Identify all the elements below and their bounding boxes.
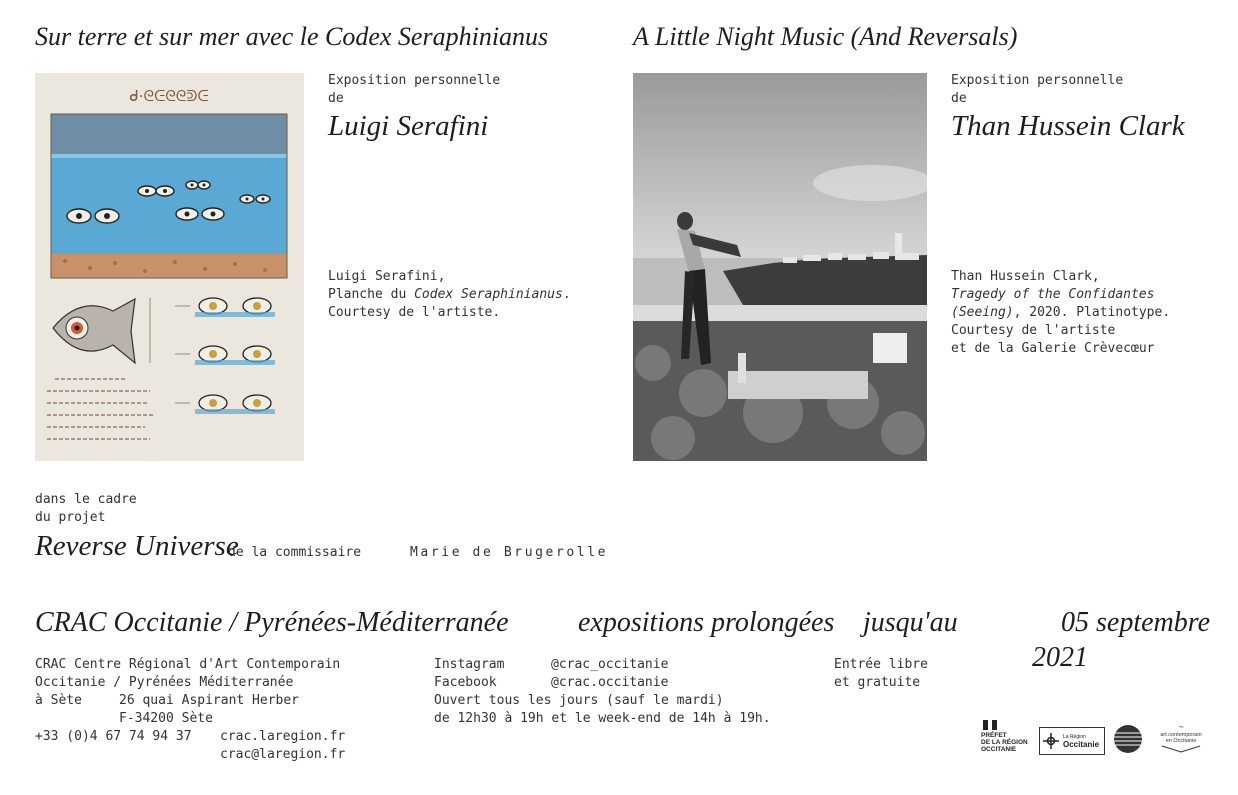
project-intro-line1: dans le cadre [35,492,137,507]
prolonged-label: expositions prolongées [578,607,835,638]
striped-circle-icon [1113,724,1143,754]
address-line2: Occitanie / Pyrénées Méditerranée [35,675,294,690]
opening-days: Ouvert tous les jours (sauf le mardi) [434,693,724,708]
platinotype-photograph [633,73,927,461]
region-occitanie-logo [1039,727,1105,755]
phone-number: +33 (0)4 67 74 94 37 [35,729,192,744]
codex-script-title: ᑯ·ᘓᕮᘓᘓᕲᕮ [129,87,209,105]
right-caption-line4: Courtesy de l'artiste [951,323,1116,338]
email-link[interactable]: crac@laregion.fr [220,747,346,762]
region-line1: La Région [1063,734,1086,740]
reseau-script-mark: ~ [1178,722,1184,732]
left-exhibition-title: Sur terre et sur mer avec le Codex Seraphinianus [35,22,549,51]
left-artist-name: Luigi Serafini [328,110,489,142]
project-name: Reverse Universe [35,530,239,562]
codex-plate-illustration [35,73,304,461]
right-caption-line1: Than Hussein Clark, [951,269,1100,284]
project-intro-line2: du projet [35,510,106,525]
address-city-prefix: à Sète [35,693,82,708]
entry-line1: Entrée libre [834,657,928,672]
left-caption-line3: Courtesy de l'artiste. [328,305,501,320]
prefet-line3: OCCITANIE [981,746,1017,753]
facebook-label: Facebook [434,675,497,690]
prefet-region-logo [981,720,1033,768]
prefet-line2: DE LA RÉGION [981,739,1028,746]
reseau-logo [1153,722,1209,762]
chevron-down-icon [1161,745,1201,753]
marianne-flag-icon [983,720,997,730]
codex-seraphinianus-artwork [35,73,304,461]
end-year: 2021 [1032,642,1088,673]
opening-hours: de 12h30 à 19h et le week-end de 14h à 19h. [434,711,771,726]
commissaire-label: de la commissaire [228,545,362,560]
instagram-handle[interactable]: @crac_occitanie [551,657,669,672]
facebook-handle[interactable]: @crac.occitanie [551,675,669,690]
right-exhibition-title: A Little Night Music (And Reversals) [633,22,1018,51]
left-expo-de: de [328,91,344,106]
end-date: 05 septembre [1061,607,1211,638]
circle-logo [1113,724,1143,754]
right-expo-de: de [951,91,967,106]
right-caption-line5: et de la Galerie Crèvecœur [951,341,1155,356]
prefet-line1: PRÉFET [981,732,1007,739]
address-line1: CRAC Centre Régional d'Art Contemporain [35,657,341,672]
right-expo-label: Exposition personnelle [951,73,1124,88]
right-caption-line2: Tragedy of the Confidantes [951,287,1155,302]
website-link[interactable]: crac.laregion.fr [220,729,346,744]
until-label: jusqu'au [863,607,958,638]
right-artist-name: Than Hussein Clark [951,110,1185,142]
address-postcode: F-34200 Sète [119,711,213,726]
reseau-line1: art contemporain [1160,732,1202,738]
venue-name: CRAC Occitanie / Pyrénées-Méditerranée [35,607,509,638]
occitan-cross-icon [1042,732,1060,750]
instagram-label: Instagram [434,657,505,672]
entry-line2: et gratuite [834,675,921,690]
right-caption-line3: (Seeing), 2020. Platinotype. [951,305,1171,320]
curator-name: Marie de Brugerolle [410,545,609,560]
address-street: 26 quai Aspirant Herber [119,693,300,708]
region-line2: Occitanie [1063,740,1100,749]
left-expo-label: Exposition personnelle [328,73,501,88]
tragedy-of-the-confidantes-photo [633,73,927,461]
reseau-line2: en Occitanie [1165,738,1197,744]
left-caption-line2: Planche du Codex Seraphinianus. [328,287,571,302]
left-caption-line1: Luigi Serafini, [328,269,446,284]
